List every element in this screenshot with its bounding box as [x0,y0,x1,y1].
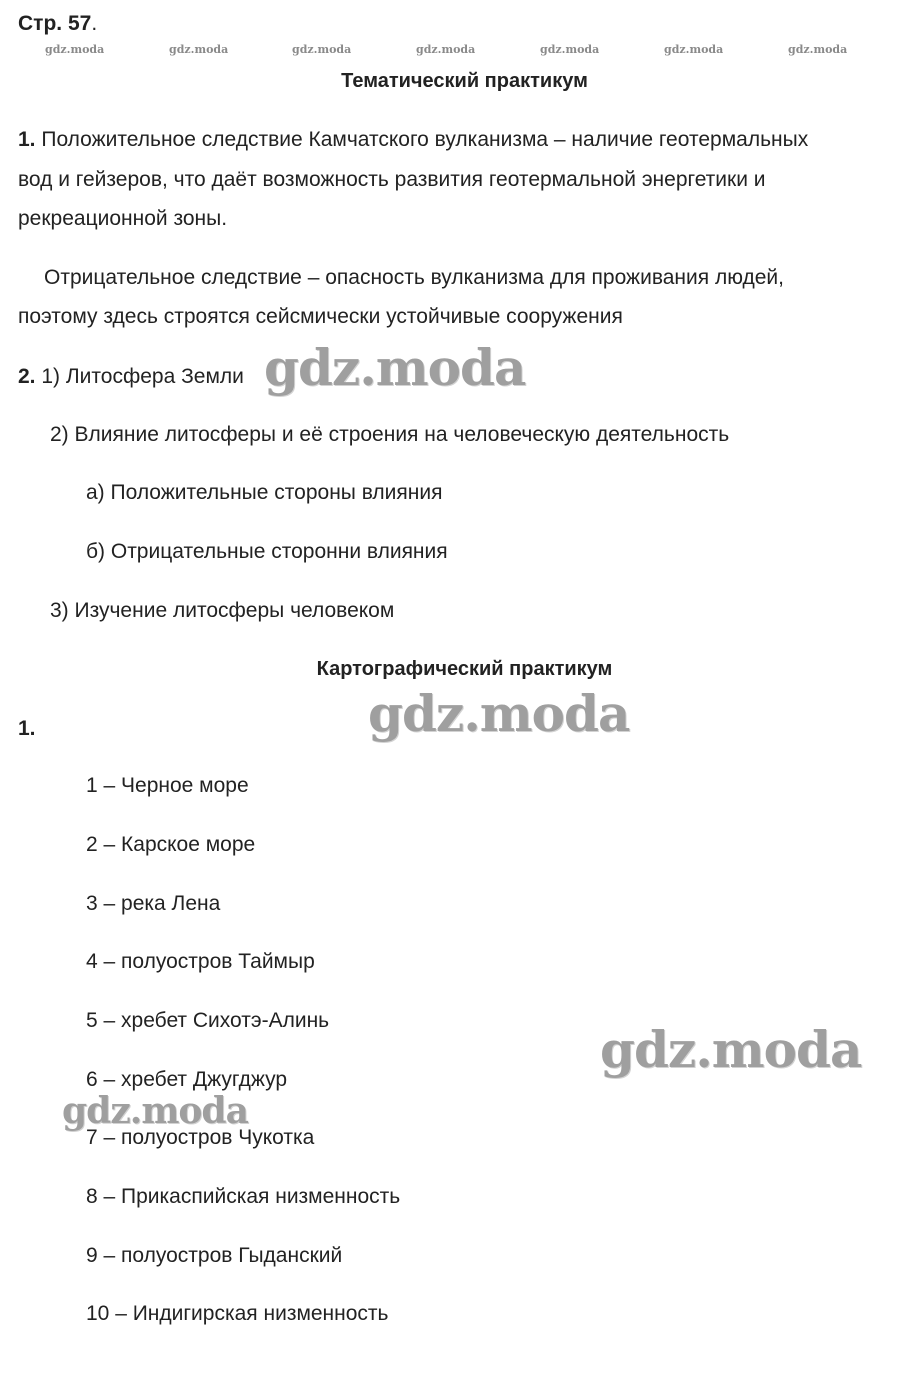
task1-line-2: вод и гейзеров, что даёт возможность развития геотермальной энергетики и [18,168,766,191]
watermark-small: gdz.moda [788,43,848,56]
list-item: 2 – Карское море [86,833,256,856]
page-period: . [91,12,98,35]
task2-item-3: 3) Изучение литосферы человеком [50,599,395,622]
section-heading-thematic: Тематический практикум [341,70,588,92]
page-number: Стр. 57 [18,12,92,35]
task1-para2-line-1: Отрицательное следствие – опасность вулканизма для проживания людей, [44,266,784,289]
watermark-large: gdz.moda [600,1020,862,1079]
watermark-large: gdz.moda [62,1090,248,1132]
list-item: 1) Литосфера Земли [41,365,244,388]
list-item: 3 – река Лена [86,892,221,915]
watermark-small: gdz.moda [664,43,724,56]
watermark-small: gdz.moda [292,43,352,56]
list-item: 5 – хребет Сихотэ-Алинь [86,1009,330,1032]
task1-para2-line-2: поэтому здесь строятся сейсмически устойчивые сооружения [18,305,623,328]
task1-line-1 [18,128,808,152]
list-item: 1 – Черное море [86,774,249,797]
section-heading-cartographic: Картографический практикум [316,658,613,680]
list-item: 9 – полуостров Гыданский [86,1244,343,1267]
watermark-large: gdz.moda [264,338,526,397]
list-item: 10 – Индигирская низменность [86,1302,389,1325]
watermark-large: gdz.moda [368,684,630,743]
task2-item-2b: б) Отрицательные сторонни влияния [86,540,448,563]
task2-item-2: 2) Влияние литосферы и её строения на человеческую деятельность [50,423,730,446]
watermark-small: gdz.moda [169,43,229,56]
task-number: 1. [18,717,36,740]
watermark-small: gdz.moda [416,43,476,56]
list-item: 4 – полуостров Таймыр [86,950,315,973]
watermark-small: gdz.moda [540,43,600,56]
list-item: 6 – хребет Джугджур [86,1068,288,1091]
task-number: 1. [18,128,36,151]
task1-line-3: рекреационной зоны. [18,207,228,230]
list-item: 8 – Прикаспийская низменность [86,1185,401,1208]
task2-item-2a: а) Положительные стороны влияния [86,481,443,504]
watermark-small: gdz.moda [45,43,105,56]
task1-text: Положительное следствие Камчатского вулканизма – наличие геотермальных [41,128,809,151]
list-item: 7 – полуостров Чукотка [86,1126,315,1149]
task-number: 2. [18,365,36,388]
task2-item-1 [18,365,244,389]
page-label [18,12,97,36]
